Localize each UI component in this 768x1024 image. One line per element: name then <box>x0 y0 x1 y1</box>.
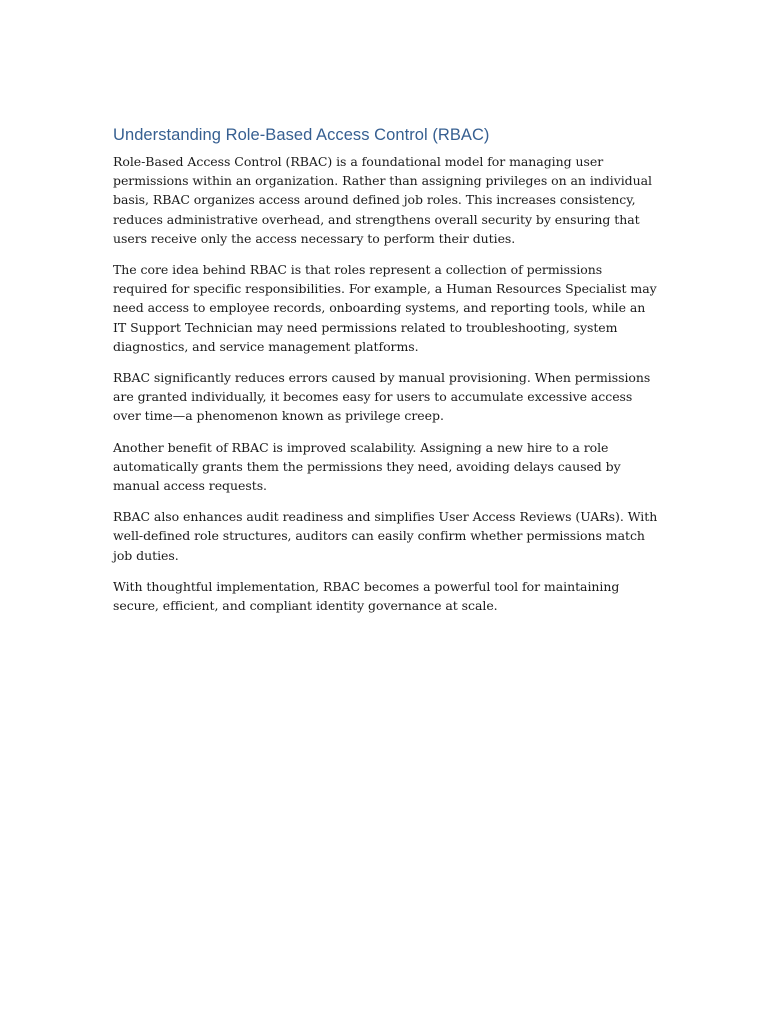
document-title: Understanding Role-Based Access Control (RBAC) <box>113 126 490 144</box>
document-body <box>113 124 658 627</box>
paragraph-core-idea: The core idea behind RBAC is that roles represent a collection of permissions required for specific responsibilities. For example, a Human Resources Specialist may need access to employee records, onboarding systems, and reporting tools, while an IT Support Technician may need permissions related to troubleshooting, system diagnostics, and service management platforms. <box>113 262 657 354</box>
paragraph-privilege-creep: RBAC significantly reduces errors caused by manual provisioning. When permissions are granted individually, it becomes easy for users to accumulate excessive access over time—a phenomenon known as privilege creep. <box>113 370 651 424</box>
paragraph-conclusion: With thoughtful implementation, RBAC becomes a powerful tool for maintaining secure, efficient, and compliant identity governance at scale. <box>113 578 620 614</box>
paragraph-audit-readiness: RBAC also enhances audit readiness and simplifies User Access Reviews (UARs). With well-defined role structures, auditors can easily confirm whether permissions match job duties. <box>113 509 658 563</box>
paragraph-intro: Role-Based Access Control (RBAC) is a foundational model for managing user permissions within an organization. Rather than assigning privileges on an individual basis, RBAC organizes access around defined job roles. This increases consistency, reduces administrative overhead, and strengthens overall security by ensuring that users receive only the access necessary to perform their duties. <box>113 154 652 246</box>
paragraph-scalability: Another benefit of RBAC is improved scalability. Assigning a new hire to a role automatically grants them the permissions they need, avoiding delays caused by manual access requests. <box>113 439 621 494</box>
